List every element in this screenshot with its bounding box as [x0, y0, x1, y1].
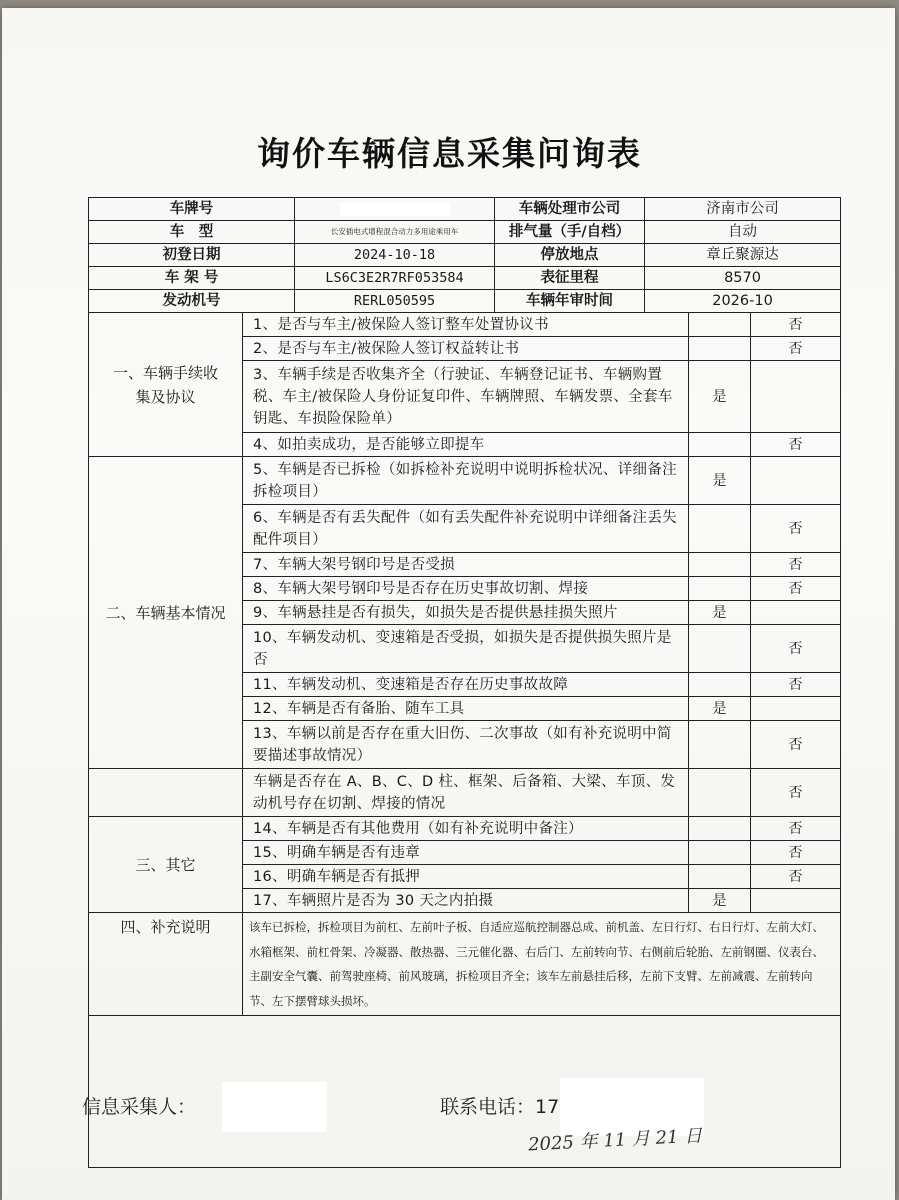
question-row-1 [89, 313, 841, 337]
answer-11-no: 否 [751, 673, 841, 697]
gear-value: 自动 [645, 221, 841, 244]
answer-10-yes [689, 625, 751, 673]
answer-14-no: 否 [751, 817, 841, 841]
vin-value: LS6C3E2R7RF053584 [295, 267, 495, 290]
question-15: 15、明确车辆是否有违章 [243, 841, 689, 865]
answer-4-yes [689, 433, 751, 457]
engine-value: RERL050595 [295, 290, 495, 313]
answer-16-no: 否 [751, 865, 841, 889]
phone-label: 联系电话：17 [440, 1096, 560, 1118]
question-3: 3、车辆手续是否收集齐全（行驶证、车辆登记证书、车辆购置税、车主/被保险人身份证复印件、车辆牌照、车辆发票、全套车钥匙、车损险保险单） [243, 361, 689, 433]
answer-7-no: 否 [751, 553, 841, 577]
remark-row [89, 913, 841, 1016]
inspect-value: 2026-10 [645, 290, 841, 313]
question-5: 5、车辆是否已拆检（如拆检补充说明中说明拆检状况、详细备注拆检项目） [243, 457, 689, 505]
answer-14-yes [689, 817, 751, 841]
collector-label: 信息采集人： [82, 1096, 197, 1118]
question-14: 14、车辆是否有其他费用（如有补充说明中备注） [243, 817, 689, 841]
park-value: 章丘聚源达 [645, 244, 841, 267]
answer-2-no: 否 [751, 337, 841, 361]
question-2: 2、是否与车主/被保险人签订权益转让书 [243, 337, 689, 361]
mileage-value: 8570 [645, 267, 841, 290]
question-13b: 车辆是否存在 A、B、C、D 柱、框架、后备箱、大梁、车顶、发动机号存在切割、焊接的情况 [243, 769, 689, 817]
question-13: 13、车辆以前是否存在重大旧伤、二次事故（如有补充说明中简要描述事故情况） [243, 721, 689, 769]
question-12: 12、车辆是否有备胎、随车工具 [243, 697, 689, 721]
answer-12-no [751, 697, 841, 721]
answer-8-yes [689, 577, 751, 601]
question-9: 9、车辆悬挂是否有损失，如损失是否提供悬挂损失照片 [243, 601, 689, 625]
reg-date-value: 2024-10-18 [295, 244, 495, 267]
inquiry-form-table [88, 197, 841, 1168]
gear-label: 排气量（手/自档） [495, 221, 645, 244]
answer-12-yes: 是 [689, 697, 751, 721]
section-1-label: 一、车辆手续收集及协议 [89, 313, 243, 457]
answer-13-no: 否 [751, 721, 841, 769]
answer-10-no: 否 [751, 625, 841, 673]
plate-label: 车牌号 [89, 198, 295, 221]
mileage-label: 表征里程 [495, 267, 645, 290]
header-row-vin [89, 267, 841, 290]
question-4: 4、如拍卖成功，是否能够立即提车 [243, 433, 689, 457]
answer-4-no: 否 [751, 433, 841, 457]
section-2b-empty [89, 769, 243, 817]
question-8: 8、车辆大架号钢印号是否存在历史事故切割、焊接 [243, 577, 689, 601]
answer-1-no: 否 [751, 313, 841, 337]
answer-7-yes [689, 553, 751, 577]
answer-5-no [751, 457, 841, 505]
plate-redaction [340, 202, 450, 216]
answer-9-no [751, 601, 841, 625]
collector-redaction [222, 1082, 327, 1132]
answer-13b-yes [689, 769, 751, 817]
answer-9-yes: 是 [689, 601, 751, 625]
header-row-reg [89, 244, 841, 267]
section-4-label: 四、补充说明 [89, 913, 243, 1016]
question-16: 16、明确车辆是否有抵押 [243, 865, 689, 889]
answer-13b-no: 否 [751, 769, 841, 817]
answer-6-no: 否 [751, 505, 841, 553]
question-row-13b [89, 769, 841, 817]
header-row-engine [89, 290, 841, 313]
question-7: 7、车辆大架号钢印号是否受损 [243, 553, 689, 577]
answer-16-yes [689, 865, 751, 889]
header-row-model [89, 221, 841, 244]
answer-2-yes [689, 337, 751, 361]
question-11: 11、车辆发动机、变速箱是否存在历史事故故障 [243, 673, 689, 697]
answer-13-yes [689, 721, 751, 769]
question-row-14 [89, 817, 841, 841]
section-2-label: 二、车辆基本情况 [89, 457, 243, 769]
answer-15-no: 否 [751, 841, 841, 865]
document-title: 询价车辆信息采集问询表 [257, 134, 642, 173]
answer-8-no: 否 [751, 577, 841, 601]
engine-label: 发动机号 [89, 290, 295, 313]
question-17: 17、车辆照片是否为 30 天之内拍摄 [243, 889, 689, 913]
answer-1-yes [689, 313, 751, 337]
handwritten-date: 2025 年 11 月 21 日 [527, 1125, 703, 1156]
answer-3-no [751, 361, 841, 433]
city-label: 车辆处理市公司 [495, 198, 645, 221]
city-value: 济南市公司 [645, 198, 841, 221]
model-value: 长安插电式增程混合动力多用途乘用车 [295, 221, 495, 244]
answer-5-yes: 是 [689, 457, 751, 505]
vin-label: 车 架 号 [89, 267, 295, 290]
question-6: 6、车辆是否有丢失配件（如有丢失配件补充说明中详细备注丢失配件项目） [243, 505, 689, 553]
answer-15-yes [689, 841, 751, 865]
answer-11-yes [689, 673, 751, 697]
remark-text: 该车已拆检，拆检项目为前杠、左前叶子板、自适应巡航控制器总成、前机盖、左日行灯、右日行灯、左前大灯、水箱框架、前杠骨架、冷凝器、散热器、三元催化器、右后门、左前转向节、右侧前后轮胎、左前钢圈、仪表台、主副安全气囊、前驾驶座椅、前风玻璃，拆检项目齐全；该车左前悬挂后移，左前下支臂、左前减震、左前转向节、左下摆臂球头损坏。 [243, 913, 841, 1016]
answer-3-yes: 是 [689, 361, 751, 433]
reg-date-label: 初登日期 [89, 244, 295, 267]
inspect-label: 车辆年审时间 [495, 290, 645, 313]
park-label: 停放地点 [495, 244, 645, 267]
question-row-5 [89, 457, 841, 505]
answer-17-yes: 是 [689, 889, 751, 913]
model-label: 车 型 [89, 221, 295, 244]
section-3-label: 三、其它 [89, 817, 243, 913]
answer-6-yes [689, 505, 751, 553]
answer-17-no [751, 889, 841, 913]
question-10: 10、车辆发动机、变速箱是否受损，如损失是否提供损失照片是否 [243, 625, 689, 673]
plate-value [295, 198, 495, 221]
header-row-plate [89, 198, 841, 221]
question-1: 1、是否与车主/被保险人签订整车处置协议书 [243, 313, 689, 337]
